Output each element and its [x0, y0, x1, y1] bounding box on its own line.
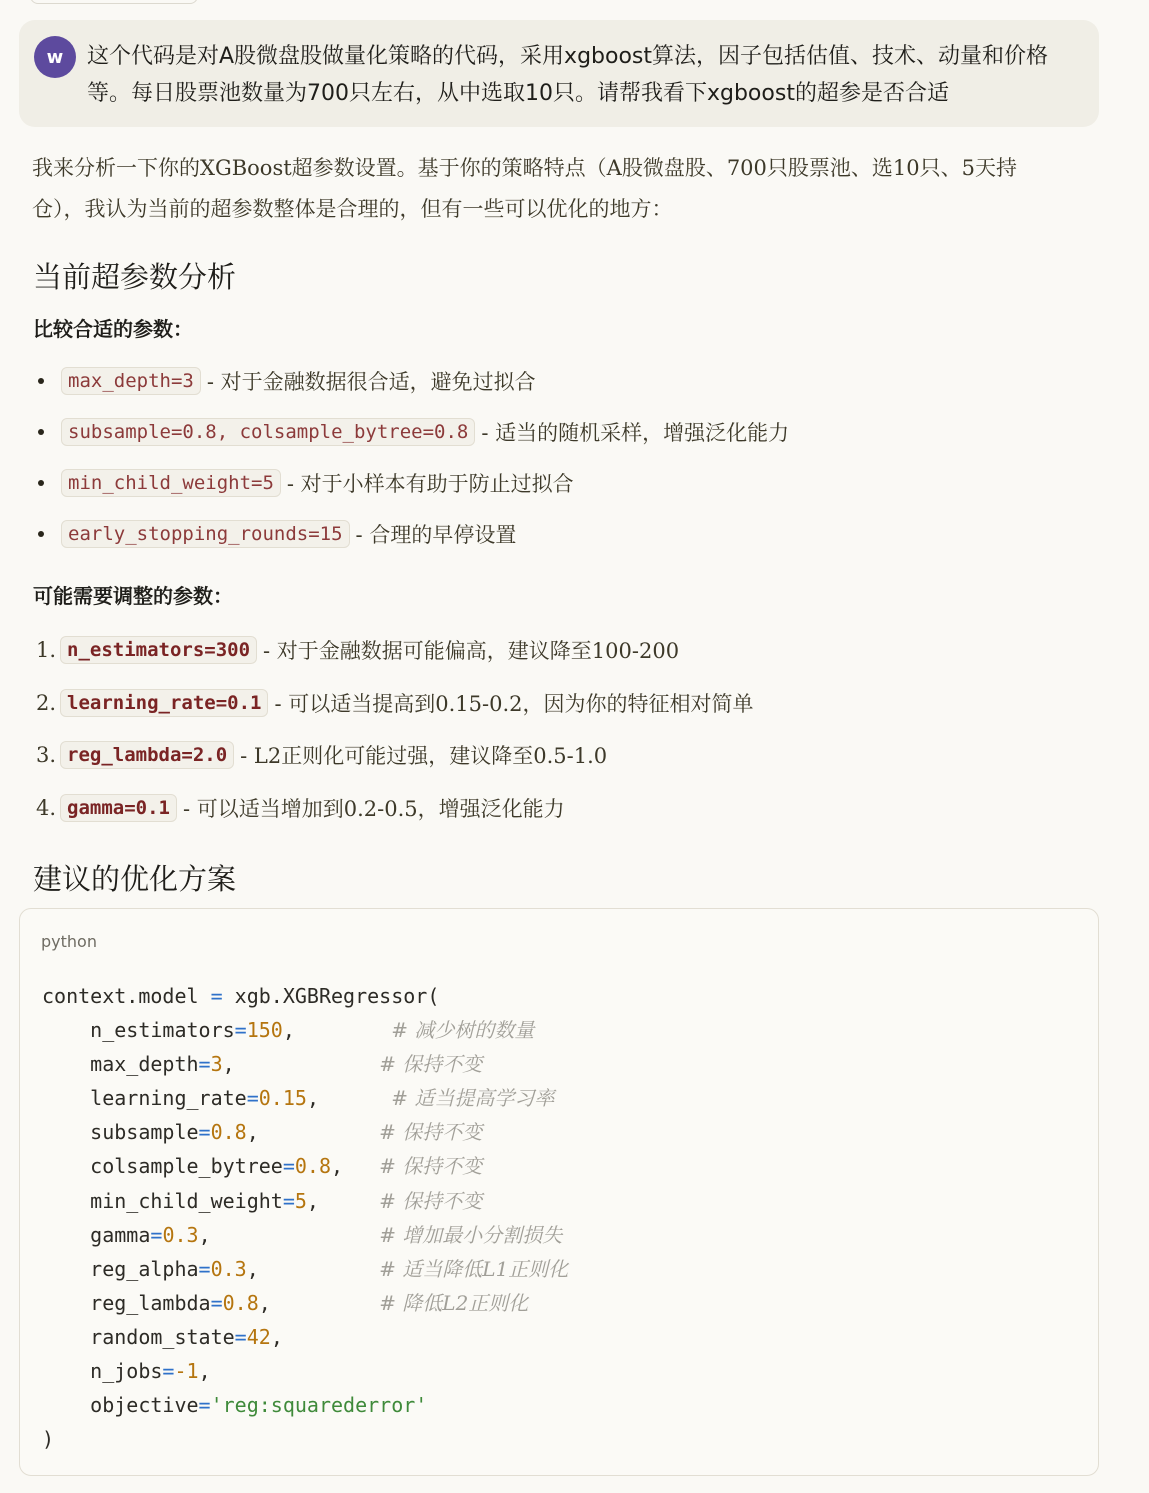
code-content — [42, 979, 568, 1456]
bullet-icon — [38, 531, 44, 537]
code-param-key: subsample — [90, 1120, 199, 1145]
code-param-key: random_state — [90, 1324, 235, 1349]
code-param-value: 0.3 — [162, 1222, 199, 1247]
code-param-key: colsample_bytree — [90, 1154, 283, 1179]
code-punct: , — [282, 1018, 392, 1043]
inline-code: learning_rate=0.1 — [60, 689, 268, 717]
code-line: reg_alpha=0.3, # 适当降低L1正则化 — [90, 1256, 569, 1281]
inline-code: min_child_weight=5 — [61, 469, 281, 497]
inline-code: max_depth=3 — [61, 367, 201, 395]
list-item — [38, 519, 516, 549]
code-punct: , — [306, 1086, 392, 1111]
code-punct: , — [331, 1154, 380, 1179]
code-param-key: learning_rate — [90, 1086, 247, 1111]
code-comment: # 增加最小分割损失 — [379, 1222, 563, 1247]
list-item — [36, 793, 565, 823]
section-title-analysis: 当前超参数分析 — [33, 260, 237, 294]
code-param-key: n_estimators — [90, 1018, 235, 1043]
code-punct: , — [306, 1188, 380, 1213]
list-item-desc: - 对于小样本有助于防止过拟合 — [286, 472, 574, 496]
code-punct: , — [246, 1120, 380, 1145]
list-item-desc: - 合理的早停设置 — [355, 523, 517, 547]
code-line: random_state=42, — [90, 1324, 283, 1349]
inline-code: early_stopping_rounds=15 — [61, 520, 350, 548]
code-comment: # 保持不变 — [379, 1154, 483, 1179]
list-item — [38, 366, 536, 396]
list-item — [36, 740, 607, 770]
response-intro: 我来分析一下你的XGBoost超参数设置。基于你的策略特点（A股微盘股、700只股票池、选10只、5天持仓），我认为当前的超参数整体是合理的，但有一些可以优化的地方： — [32, 156, 1017, 221]
code-param-key: objective — [90, 1393, 199, 1418]
user-message — [19, 20, 1099, 127]
section-title-optimization: 建议的优化方案 — [33, 862, 237, 896]
list-item — [38, 468, 574, 498]
inline-code: reg_lambda=2.0 — [60, 741, 234, 769]
code-param-value: 42 — [246, 1324, 271, 1349]
code-punct: , — [198, 1359, 211, 1384]
inline-code: n_estimators=300 — [60, 636, 257, 664]
code-block — [19, 908, 1099, 1476]
list-number: 3. — [36, 743, 57, 767]
inline-code: subsample=0.8, colsample_bytree=0.8 — [61, 418, 475, 446]
code-param-value: 150 — [246, 1018, 283, 1043]
code-token: context.model — [42, 984, 199, 1008]
code-line: gamma=0.3, # 增加最小分割损失 — [90, 1222, 563, 1247]
list-item-desc: - 可以适当增加到0.2-0.5，增强泛化能力 — [182, 797, 565, 821]
code-param-value: 0.8 — [210, 1120, 247, 1145]
list-number: 2. — [36, 691, 57, 715]
code-punct: , — [246, 1256, 380, 1281]
code-param-value: 3 — [210, 1052, 223, 1077]
code-param-key: min_child_weight — [90, 1188, 283, 1213]
list-item-desc: - 适当的随机采样，增强泛化能力 — [481, 421, 790, 445]
code-param-value: -1 — [174, 1359, 199, 1384]
user-avatar: w — [34, 36, 76, 78]
code-comment: # 保持不变 — [379, 1188, 483, 1213]
code-line: min_child_weight=5, # 保持不变 — [90, 1188, 483, 1213]
code-param-key: reg_alpha — [90, 1256, 199, 1281]
code-param-value: 5 — [294, 1188, 307, 1213]
code-line: n_estimators=150, # 减少树的数量 — [90, 1018, 535, 1043]
code-param-key: n_jobs — [90, 1359, 163, 1384]
code-token: xgb.XGBRegressor( — [234, 984, 440, 1008]
list-item-desc: - 可以适当提高到0.15-0.2，因为你的特征相对简单 — [274, 692, 754, 716]
code-param-value: 0.15 — [258, 1086, 307, 1111]
code-punct: , — [198, 1222, 380, 1247]
code-param-value: 0.8 — [294, 1154, 331, 1179]
code-comment: # 保持不变 — [379, 1052, 483, 1077]
code-line: max_depth=3, # 保持不变 — [90, 1052, 483, 1077]
suitable-params-title: 比较合适的参数： — [33, 317, 193, 341]
list-item-desc: - 对于金融数据可能偏高，建议降至100-200 — [263, 639, 680, 663]
code-line: subsample=0.8, # 保持不变 — [90, 1120, 483, 1145]
list-number: 1. — [36, 638, 57, 662]
adjust-params-title: 可能需要调整的参数： — [33, 584, 233, 608]
list-item — [36, 635, 679, 665]
bullet-icon — [38, 429, 44, 435]
bullet-icon — [38, 378, 44, 384]
code-line: colsample_bytree=0.8, # 保持不变 — [90, 1154, 483, 1179]
code-param-key: reg_lambda — [90, 1290, 211, 1315]
code-comment: # 减少树的数量 — [391, 1018, 535, 1043]
code-token: ) — [42, 1427, 55, 1452]
code-param-key: max_depth — [90, 1052, 199, 1077]
code-line: reg_lambda=0.8, # 降低L2正则化 — [90, 1290, 529, 1315]
code-punct: , — [222, 1052, 380, 1077]
list-item — [36, 688, 754, 718]
inline-code: gamma=0.1 — [60, 794, 177, 822]
code-line: learning_rate=0.15, # 适当提高学习率 — [90, 1086, 555, 1111]
list-number: 4. — [36, 796, 57, 820]
user-message-text: 这个代码是对A股微盘股做量化策略的代码，采用xgboost算法，因子包括估值、技术、动量和价格等。每日股票池数量为700只左右，从中选取10只。请帮我看下xgboost的超参是否合适 — [87, 44, 1049, 106]
code-comment: # 适当提高学习率 — [391, 1086, 555, 1111]
code-param-value: 0.8 — [222, 1290, 259, 1315]
previous-element-edge — [30, 0, 198, 4]
code-params — [42, 1018, 568, 1417]
bullet-icon — [38, 480, 44, 486]
list-item-desc: - 对于金融数据很合适，避免过拟合 — [206, 370, 536, 394]
code-language-label: python — [41, 932, 97, 951]
code-punct: , — [270, 1324, 283, 1349]
code-param-value: 'reg:squarederror' — [210, 1393, 428, 1418]
code-param-value: 0.3 — [210, 1256, 247, 1281]
code-param-key: gamma — [90, 1222, 151, 1247]
code-comment: # 适当降低L1正则化 — [379, 1256, 569, 1281]
code-line: objective='reg:squarederror' — [90, 1393, 428, 1418]
code-token: = — [198, 984, 235, 1008]
list-item — [38, 417, 789, 447]
code-line: n_jobs=-1, — [90, 1359, 211, 1384]
code-comment: # 保持不变 — [379, 1120, 483, 1145]
code-punct: , — [258, 1290, 380, 1315]
list-item-desc: - L2正则化可能过强，建议降至0.5-1.0 — [240, 744, 608, 768]
code-comment: # 降低L2正则化 — [379, 1290, 529, 1315]
